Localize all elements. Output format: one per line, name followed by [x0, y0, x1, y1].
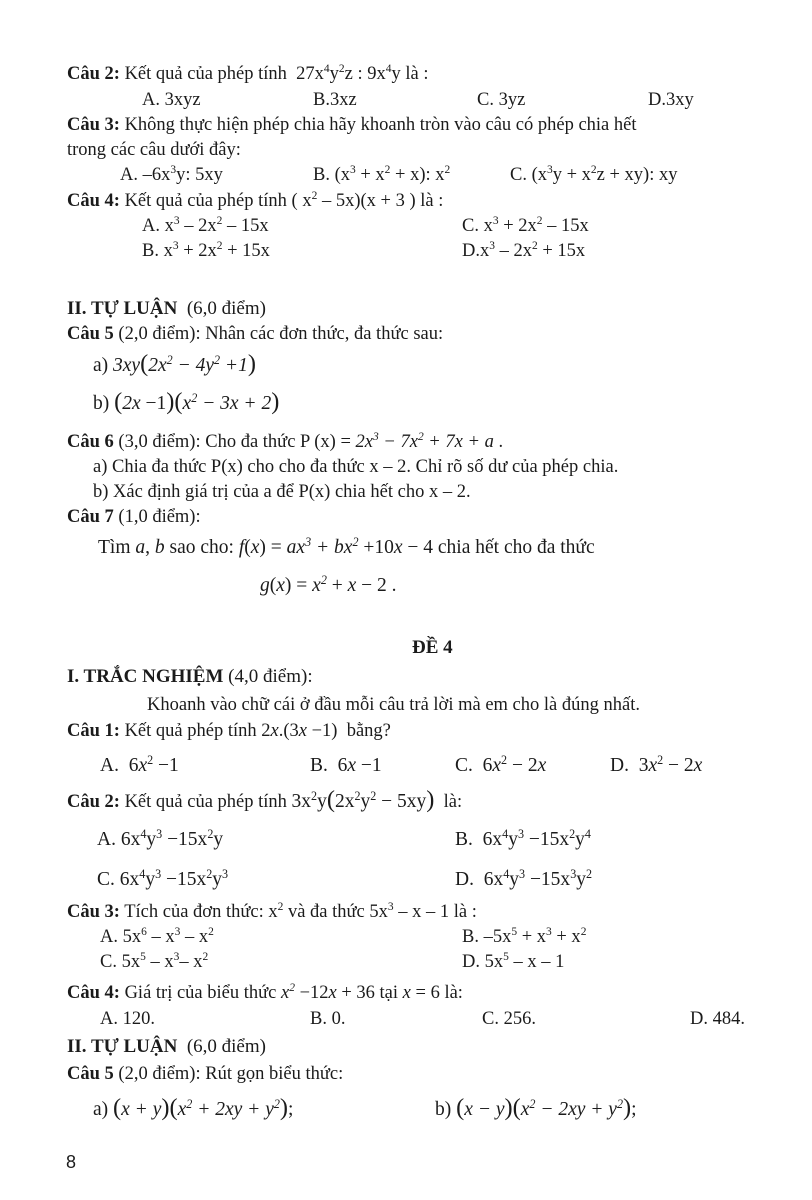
question-label: Câu 2: — [67, 64, 120, 84]
question-6-b: b) Xác định giá trị của a để P(x) chia hết cho x – 2. — [93, 482, 471, 502]
option-c: C. $(x^3y + x^2z + xy)$: xy — [510, 164, 678, 185]
option-b: B. $x^3 + 2x^2 + 15x$ — [142, 240, 270, 261]
option-a: A. 120. — [100, 1009, 155, 1029]
expression-b: b) $(2x -1)(x^2 - 3x + 2)$ — [93, 388, 280, 415]
option-a: A. 3xyz — [142, 90, 201, 110]
question-label: Câu 3: — [67, 115, 120, 135]
option-c: C. $6x^4y^3 -15x^2y^3$ — [97, 866, 229, 890]
question-7-divisor: $g(x) = x^2 + x - 2$ . — [260, 572, 397, 596]
question-label: Câu 6 — [67, 432, 114, 452]
option-b: B. $6x^4y^3 -15x^2y^4$ — [455, 826, 591, 850]
question-2: Câu 2: Kết quả của phép tính $3x^2y(2x^2y^2 - 5xy)$ là: — [67, 786, 463, 813]
question-6-a: a) Chia đa thức P(x) cho cho đa thức x – 2. Chỉ rõ số dư của phép chia. — [93, 457, 619, 477]
instruction: Khoanh vào chữ cái ở đầu mỗi câu trả lời mà em cho là đúng nhất. — [147, 695, 640, 715]
option-d: D.3xy — [648, 90, 694, 110]
question-4: Câu 4: Kết quả của phép tính ( $x^2 - 5x)(x + 3$ ) là : — [67, 190, 444, 211]
section-heading: II. TỰ LUẬN (6,0 điểm) — [67, 1036, 266, 1057]
option-a: A. $6x^2 -1$ — [100, 752, 179, 776]
math-expression: $27x^4y^2z$ : $9x^4y$ — [296, 63, 401, 84]
question-4: Câu 4: Giá trị của biểu thức $x^2 -12x + 36$ tại x = 6 là: — [67, 982, 463, 1003]
option-b: B. $(x^3 + x^2 + x)$: $x^2$ — [313, 164, 451, 185]
question-label: Câu 4: — [67, 191, 120, 211]
question-label: Câu 1: — [67, 721, 120, 741]
question-3-cont: trong các câu dưới đây: — [67, 140, 241, 160]
option-a: A. $-6x^3y$: 5xy — [120, 164, 223, 185]
test-title: ĐỀ 4 — [412, 637, 453, 658]
question-6: Câu 6 (3,0 điểm): Cho đa thức P $(x) = 2x^3 - 7x^2 + 7x + a$ . — [67, 431, 504, 452]
question-2: Câu 2: Kết quả của phép tính $27x^4y^2z$ : $9x^4y$ là : — [67, 63, 429, 84]
expression-b: b) $(x - y)(x^2 - 2xy + y^2)$; — [435, 1094, 637, 1121]
expression-a: a) $(x + y)(x^2 + 2xy + y^2)$; — [93, 1094, 294, 1121]
option-c: C. 3yz — [477, 90, 526, 110]
option-c: C. 256. — [482, 1009, 536, 1029]
option-b: B. 0. — [310, 1009, 346, 1029]
option-d: D. $3x^2 - 2x$ — [610, 752, 703, 776]
section-heading: I. TRẮC NGHIỆM (4,0 điểm): — [67, 666, 313, 687]
question-3: Câu 3: Không thực hiện phép chia hãy khoanh tròn vào câu có phép chia hết — [67, 115, 637, 135]
option-d: D. $5x^5$ – x – 1 — [462, 951, 565, 972]
option-d: D. 484. — [690, 1009, 745, 1029]
math-expression: ( $x^2 - 5x)(x + 3$ ) — [291, 190, 416, 211]
option-d: D. $6x^4y^3 -15x^3y^2$ — [455, 866, 593, 890]
question-7-body: Tìm a, b sao cho: $f(x) = ax^3 + bx^2 +10x - 4$ chia hết cho đa thức — [98, 534, 595, 558]
question-3: Câu 3: Tích của đơn thức: $x^2$ và đa thức $5x^3$ – x – 1 là : — [67, 901, 477, 922]
question-label: Câu 7 — [67, 507, 114, 527]
option-a: A. $x^3 - 2x^2 - 15x$ — [142, 215, 269, 236]
option-b: B. $-5x^5 + x^3 + x^2$ — [462, 926, 587, 947]
option-c: C. $x^3 + 2x^2 - 15x$ — [462, 215, 589, 236]
question-label: Câu 3: — [67, 902, 120, 922]
expression-a: a) $3xy(2x^2 - 4y^2 +1)$ — [93, 350, 256, 377]
question-label: Câu 5 — [67, 1064, 114, 1084]
option-c: C. $5x^5 - x^3-$ $x^2$ — [100, 951, 209, 972]
page-number: 8 — [66, 1152, 77, 1172]
option-d: $D.x^3 - 2x^2 + 15x$ — [462, 240, 586, 261]
option-b: B.3xz — [313, 90, 357, 110]
question-7: Câu 7 (1,0 điểm): — [67, 507, 201, 527]
question-5: Câu 5 (2,0 điểm): Rút gọn biểu thức: — [67, 1064, 344, 1084]
option-b: B. 6x −1 — [310, 755, 382, 776]
question-label: Câu 5 — [67, 324, 114, 344]
option-c: C. $6x^2 - 2x$ — [455, 752, 547, 776]
question-label: Câu 2: — [67, 792, 120, 812]
question-1: Câu 1: Kết quả phép tính 2x.(3x −1) bằng? — [67, 721, 391, 741]
question-5: Câu 5 (2,0 điểm): Nhân các đơn thức, đa thức sau: — [67, 324, 444, 344]
option-a: A. $5x^6 - x^3 - x^2$ — [100, 926, 214, 947]
option-a: A. $6x^4y^3 -15x^2y$ — [97, 826, 224, 850]
section-heading: II. TỰ LUẬN (6,0 điểm) — [67, 298, 266, 319]
question-label: Câu 4: — [67, 983, 120, 1003]
